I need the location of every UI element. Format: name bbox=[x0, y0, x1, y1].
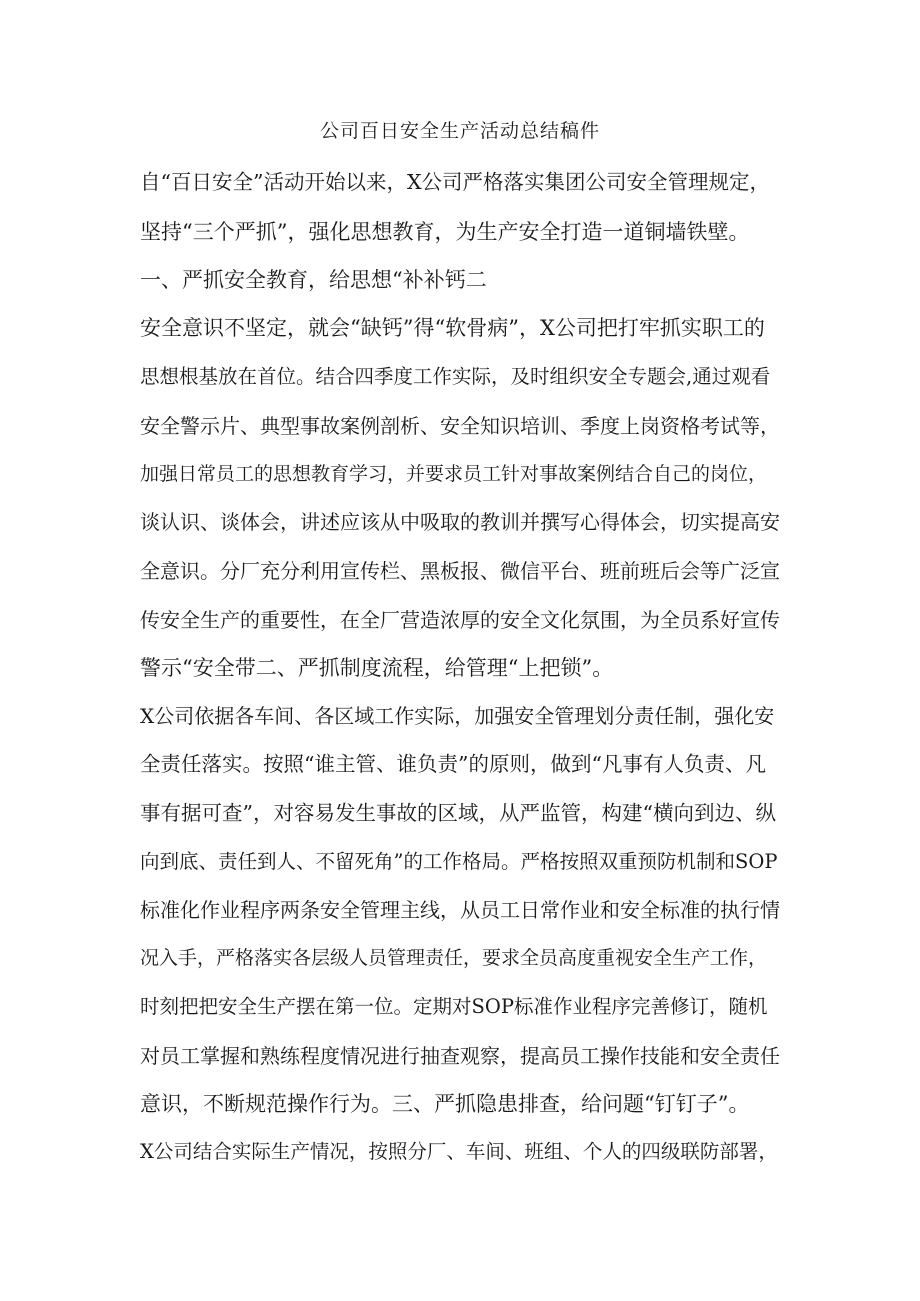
paragraph-line-6: 安全警示片、典型事故案例剖析、安全知识培训、季度上岗资格考试等， bbox=[140, 414, 780, 438]
paragraph-line-4: 安全意识不坚定，就会“缺钙”得“软骨病”，X公司把打牢抓实职工的 bbox=[140, 316, 765, 340]
section-heading-1: 一、严抓安全教育，给思想“补补钙二 bbox=[140, 268, 487, 292]
paragraph-line-19: 对员工掌握和熟练程度情况进行抽查观察，提高员工操作技能和安全责任 bbox=[140, 1044, 780, 1068]
paragraph-line-13: 全责任落实。按照“谁主管、谁负责”的原则，做到“凡事有人负责、凡 bbox=[140, 752, 766, 776]
paragraph-line-7: 加强日常员工的思想教育学习，并要求员工针对事故案例结合自己的岗位， bbox=[140, 463, 768, 485]
paragraph-line-15: 向到底、责任到人、不留死角”的工作格局。严格按照双重预防机制和SOP bbox=[140, 850, 778, 873]
paragraph-line-5: 思想根基放在首位。结合四季度工作实际，及时组织安全专题会,通过观看 bbox=[140, 365, 771, 388]
paragraph-line-1: 自“百日安全”活动开始以来，X公司严格落实集团公司安全管理规定， bbox=[140, 170, 771, 194]
document-title: 公司百日安全生产活动总结稿件 bbox=[319, 120, 600, 142]
paragraph-line-21: X公司结合实际生产情况，按照分厂、车间、班组、个人的四级联防部署， bbox=[140, 1140, 778, 1163]
paragraph-line-11: 警示“安全带二、严抓制度流程，给管理“上把锁”。 bbox=[140, 656, 614, 680]
paragraph-line-8: 谈认识、谈体会，讲述应该从中吸取的教训并撰写心得体会，切实提高安 bbox=[140, 510, 780, 534]
paragraph-line-2: 坚持“三个严抓”，强化思想教育，为生产安全打造一道铜墙铁壁。 bbox=[140, 220, 750, 244]
paragraph-line-12: X公司依据各车间、各区域工作实际，加强安全管理划分责任制，强化安 bbox=[140, 704, 775, 728]
paragraph-line-10: 传安全生产的重要性，在全厂营造浓厚的安全文化氛围，为全员系好宣传 bbox=[140, 608, 780, 632]
paragraph-line-18: 时刻把把安全生产摆在第一位。定期对SOP标准作业程序完善修订，随机 bbox=[140, 995, 768, 1018]
paragraph-line-9: 全意识。分厂充分利用宣传栏、黑板报、微信平台、班前班后会等广泛宣 bbox=[140, 559, 780, 583]
paragraph-line-20: 意识，不断规范操作行为。三、严抓隐患排查，给问题“钉钉子”。 bbox=[140, 1092, 750, 1116]
paragraph-line-16: 标准化作业程序两条安全管理主线，从员工日常作业和安全标准的执行情 bbox=[140, 898, 780, 922]
paragraph-line-17: 况入手，严格落实各层级人员管理责任，要求全员高度重视安全生产工作， bbox=[140, 947, 768, 969]
paragraph-line-14: 事有据可查”，对容易发生事故的区域，从严监管，构建“横向到边、纵 bbox=[140, 801, 776, 825]
